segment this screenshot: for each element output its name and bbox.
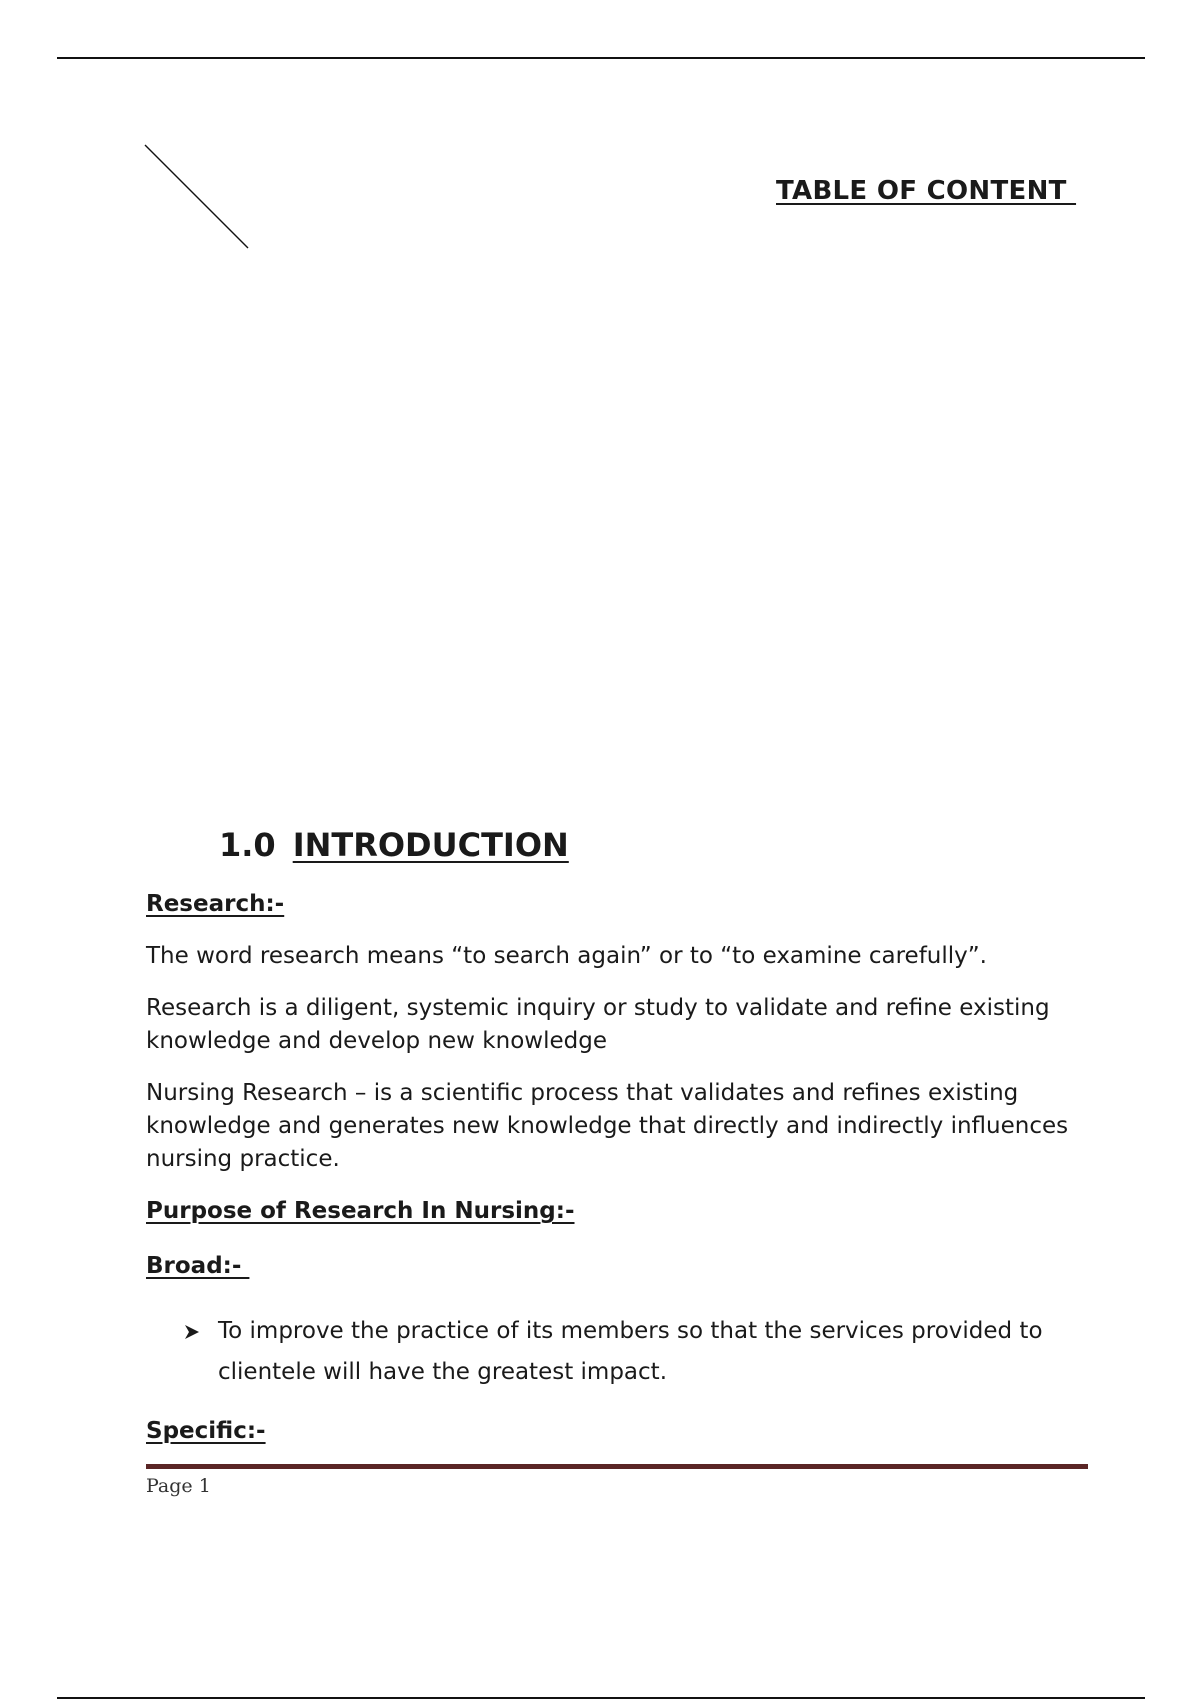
research-heading: Research:- (146, 891, 285, 917)
introduction-heading (219, 826, 569, 864)
specific-heading: Specific:- (146, 1418, 266, 1444)
bottom-rule (57, 1697, 1145, 1699)
paragraph: The word research means “to search again” or to “to examine carefully”. (146, 943, 987, 969)
bullet-text: To improve the practice of its members so that the services provided to clientele will have the greatest impact. (218, 1318, 1043, 1385)
header-rule (57, 57, 1145, 59)
broad-heading: Broad:- (146, 1253, 250, 1279)
list-item (146, 1311, 1086, 1393)
arrowhead-bullet-icon (184, 1324, 200, 1340)
document-body (146, 888, 1086, 1448)
purpose-heading: Purpose of Research In Nursing:- (146, 1198, 575, 1224)
paragraph: Research is a diligent, systemic inquiry or study to validate and refine existing knowledge and develop new knowledge (146, 995, 1050, 1054)
page-number: Page 1 (146, 1475, 211, 1497)
section-number: 1.0 (219, 826, 276, 864)
table-of-content-title: TABLE OF CONTENT (776, 176, 1077, 206)
diagonal-line (144, 144, 250, 250)
paragraph: Nursing Research – is a scientific process that validates and refines existing knowledge and generates new knowledge that directly and indirectly influences nursing practice. (146, 1080, 1069, 1172)
section-title: INTRODUCTION (292, 826, 569, 864)
footer-rule (146, 1464, 1088, 1469)
